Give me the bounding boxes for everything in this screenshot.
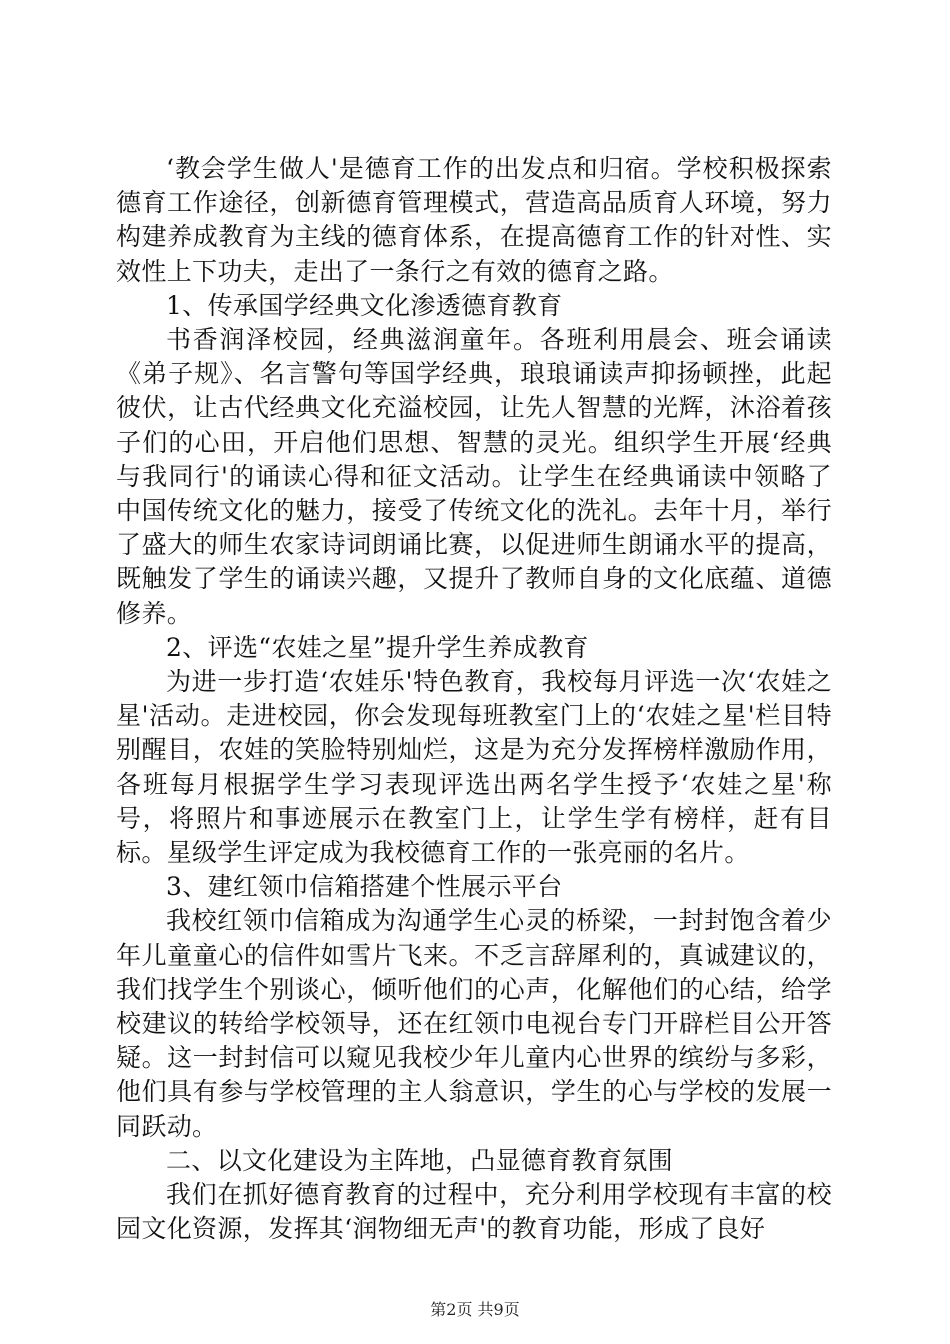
- section-heading-culture: 二、以文化建设为主阵地，凸显德育教育氛围: [166, 1145, 674, 1175]
- section-heading-3: 3、建红领巾信箱搭建个性展示平台: [166, 872, 563, 902]
- paragraph-mailbox: 我校红领巾信箱成为沟通学生心灵的桥梁，一封封饱含着少年儿童童心的信件如雪片飞来。不乏言辞犀利的，真诚建议的，我们找学生个别谈心，倾听他们的心声，化解他们的心结，给学校建议的转给学校领导，还在红领巾电视台专门开辟栏目公开答疑。这一封封信可以窥见我校少年儿童内心世界的缤纷与多彩，他们具有参与学校管理的主人翁意识，学生的心与学校的发展一同跃动。: [116, 906, 832, 1141]
- paragraph-star-selection: 为进一步打造‘农娃乐'特色教育，我校每月评选一次‘农娃之星'活动。走进校园，你会发现每班教室门上的‘农娃之星'栏目特别醒目，农娃的笑脸特别灿烂，这是为充分发挥榜样激励作用，各班每月根据学生学习表现评选出两名学生授予‘农娃之星'称号，将照片和事迹展示在教室门上，让学生学有榜样，赶有目标。星级学生评定成为我校德育工作的一张亮丽的名片。: [116, 667, 832, 868]
- paragraph-culture: 我们在抓好德育教育的过程中，充分利用学校现有丰富的校园文化资源，发挥其‘润物细无声'的教育功能，形成了良好: [116, 1180, 832, 1244]
- paragraph-classics: 书香润泽校园，经典滋润童年。各班利用晨会、班会诵读《弟子规》、名言警句等国学经典，琅琅诵读声抑扬顿挫，此起彼伏，让古代经典文化充溢校园，让先人智慧的光辉，沐浴着孩子们的心田，开启他们思想、智慧的灵光。组织学生开展‘经典与我同行'的诵读心得和征文活动。让学生在经典诵读中领略了中国传统文化的魅力，接受了传统文化的洗礼。去年十月，举行了盛大的师生农家诗词朗诵比赛，以促进师生朗诵水平的提高，既触发了学生的诵读兴趣，又提升了教师自身的文化底蕴、道德修养。: [116, 325, 832, 628]
- section-heading-2: 2、评选“农娃之星”提升学生养成教育: [166, 632, 589, 662]
- paragraph-intro: ‘教会学生做人'是德育工作的出发点和归宿。学校积极探索德育工作途径，创新德育管理模式，营造高品质育人环境，努力构建养成教育为主线的德育体系，在提高德育工作的针对性、实效性上下功夫，走出了一条行之有效的德育之路。: [116, 154, 832, 286]
- page-footer: 第2页 共9页: [430, 1300, 520, 1319]
- document-body: [116, 152, 832, 1247]
- section-heading-1: 1、传承国学经典文化渗透德育教育: [166, 290, 563, 320]
